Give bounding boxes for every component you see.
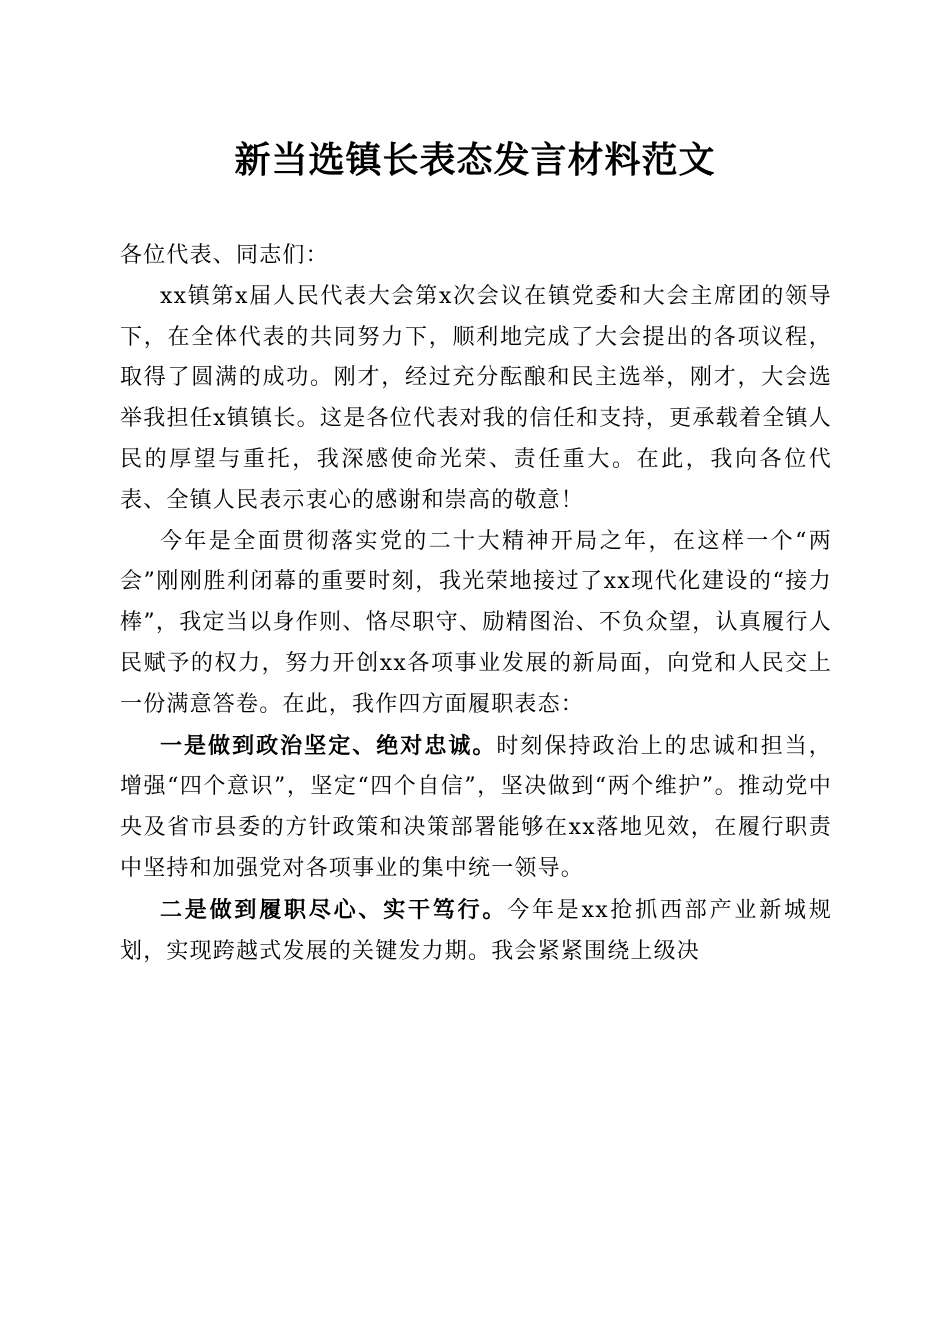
paragraph-3-text: 时刻保持政治上的忠诚和担当，增强“四个意识”，坚定“四个自信”，坚决做到“两个维护”。推动党中央及省市县委的方针政策和决策部署能够在xx落地见效，在履行职责中坚持和加强党对各项事业的集中统一领导。 bbox=[120, 733, 832, 881]
paragraph-3 bbox=[120, 726, 832, 890]
salutation: 各位代表、同志们： bbox=[120, 243, 329, 268]
paragraph-2 bbox=[120, 522, 832, 726]
paragraph-3-lead: 一是做到政治坚定、绝对忠诚。 bbox=[160, 732, 497, 759]
paragraph-2-text: 今年是全面贯彻落实党的二十大精神开局之年，在这样一个“两会”刚刚胜利闭幕的重要时刻，我光荣地接过了xx现代化建设的“接力棒”，我定当以身作则、恪尽职守、励精图治、不负众望，认真履行人民赋予的权力，努力开创xx各项事业发展的新局面，向党和人民交上一份满意答卷。在此，我作四方面履职表态： bbox=[120, 528, 832, 717]
paragraph-4-lead: 二是做到履职尽心、实干笃行。 bbox=[160, 896, 508, 923]
paragraph-1 bbox=[120, 277, 832, 522]
paragraph-4-text: 今年是xx抢抓西部产业新城规划，实现跨越式发展的关键发力期。我会紧紧围绕上级决 bbox=[120, 897, 832, 964]
paragraph-4 bbox=[120, 890, 832, 973]
paragraph-1-text: xx镇第x届人民代表大会第x次会议在镇党委和大会主席团的领导下，在全体代表的共同努力下，顺利地完成了大会提出的各项议程，取得了圆满的成功。刚才，经过充分酝酿和民主选举，刚才，大会选举我担任x镇镇长。这是各位代表对我的信任和支持，更承载着全镇人民的厚望与重托，我深感使命光荣、责任重大。在此，我向各位代表、全镇人民表示衷心的感谢和崇高的敬意！ bbox=[120, 283, 832, 513]
document-body bbox=[120, 236, 832, 972]
document-title: 新当选镇长表态发言材料范文 bbox=[234, 139, 716, 181]
